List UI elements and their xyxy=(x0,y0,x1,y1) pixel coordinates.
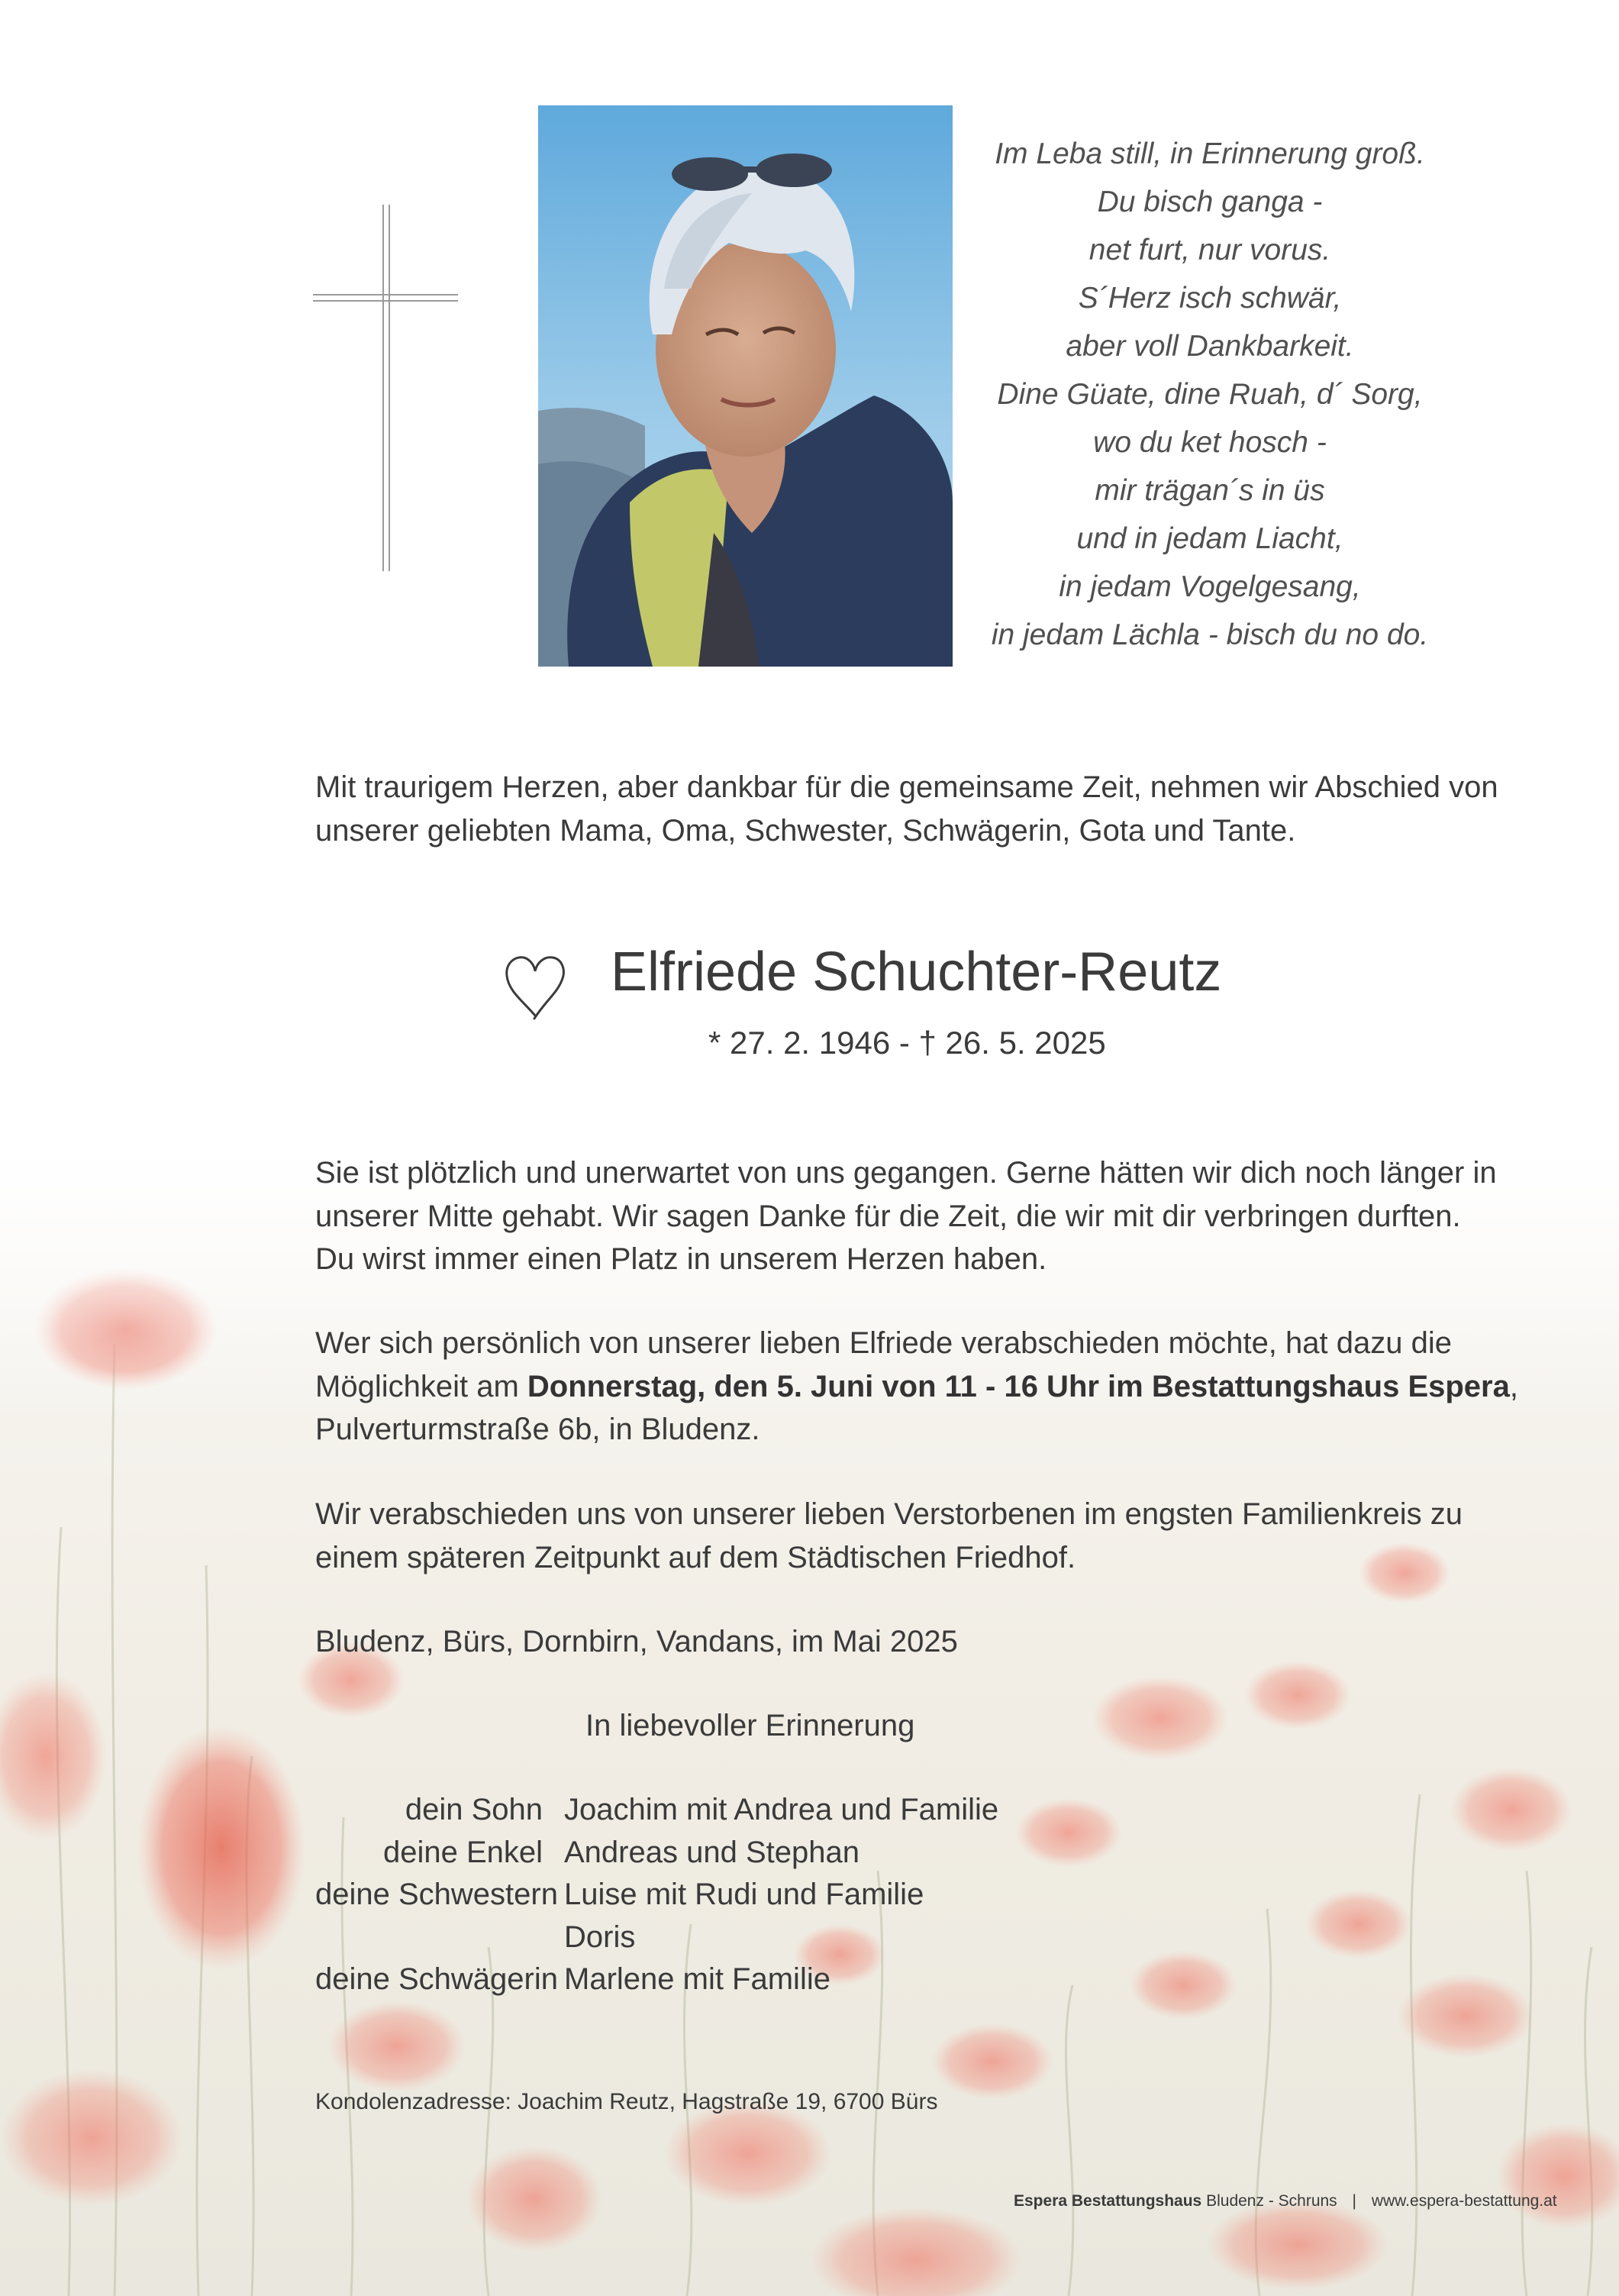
poem-line: Dine Güate, dine Ruah, d´ Sorg, xyxy=(997,378,1423,411)
poem xyxy=(969,130,1450,659)
intro-text xyxy=(315,766,1537,852)
poem-line: Im Leba still, in Erinnerung groß. xyxy=(995,137,1425,170)
poem-line: mir trägan´s in üs xyxy=(1095,474,1325,507)
footer-brand: Espera Bestattungshaus xyxy=(1014,2192,1202,2210)
poem-line: wo du ket hosch - xyxy=(1093,426,1327,459)
cross-icon xyxy=(313,205,458,571)
family-relation: deine Schwägerin xyxy=(315,1962,558,1997)
family-list xyxy=(315,1789,998,2001)
poem-line: in jedam Lächla - bisch du no do. xyxy=(991,618,1429,651)
footer xyxy=(1014,2190,1557,2213)
family-row xyxy=(315,1789,998,1832)
text-block-3 xyxy=(315,1493,1537,1579)
deceased-name: Elfriede Schuchter-Reutz xyxy=(611,941,1222,1003)
family-names: Andreas und Stephan xyxy=(564,1835,859,1869)
text-line: unserer Mitte gehabt. Wir sagen Danke für die Zeit, die wir mit dir verbringen durften. xyxy=(315,1199,1461,1233)
poem-line: S´Herz isch schwär, xyxy=(1078,282,1342,315)
poem-line: in jedam Vogelgesang, xyxy=(1059,570,1361,603)
poem-line: und in jedam Liacht, xyxy=(1076,522,1343,555)
family-relation: deine Schwestern xyxy=(315,1878,558,1912)
place-date-line: Bludenz, Bürs, Dornbirn, Vandans, im Mai 2025 xyxy=(315,1625,958,1658)
viewing-details: Donnerstag, den 5. Juni von 11 - 16 Uhr im Bestattungshaus Espera xyxy=(527,1369,1510,1403)
footer-website-link[interactable]: www.espera-bestattung.at xyxy=(1371,2192,1557,2210)
life-dates: * 27. 2. 1946 - † 26. 5. 2025 xyxy=(708,1025,1106,1061)
text-segment: , xyxy=(1509,1369,1518,1403)
family-row xyxy=(315,1832,998,1875)
poem-line: Du bisch ganga - xyxy=(1097,186,1323,218)
portrait-photo xyxy=(538,105,953,667)
text-line: Sie ist plötzlich und unerwartet von uns gegangen. Gerne hätten wir dich noch länger in xyxy=(315,1156,1497,1190)
family-names: Luise mit Rudi und Familie xyxy=(564,1878,924,1912)
family-names: Doris xyxy=(564,1920,636,1954)
place-date xyxy=(315,1620,1537,1664)
intro-line: unserer geliebten Mama, Oma, Schwester, Schwägerin, Gota und Tante. xyxy=(315,813,1296,848)
text-block-1 xyxy=(315,1151,1537,1281)
text-line: einem späteren Zeitpunkt auf dem Städtischen Friedhof. xyxy=(315,1540,1076,1574)
text-line: Wir verabschieden uns von unserer lieben Verstorbenen im engsten Familienkreis zu xyxy=(315,1497,1463,1531)
poem-line: aber voll Dankbarkeit. xyxy=(1066,330,1354,363)
text-line: Wer sich persönlich von unserer lieben Elfriede verabschieden möchte, hat dazu die xyxy=(315,1326,1452,1360)
family-row xyxy=(315,1874,998,1917)
family-row xyxy=(315,1959,998,2001)
family-names: Joachim mit Andrea und Familie xyxy=(564,1793,999,1827)
condolence-address: Kondolenzadresse: Joachim Reutz, Hagstraße 19, 6700 Bürs xyxy=(315,2089,938,2114)
text-block-2 xyxy=(315,1322,1537,1452)
text-line: Pulverturmstraße 6b, in Bludenz. xyxy=(315,1413,760,1446)
heart-icon xyxy=(504,954,566,1020)
intro-line: Mit traurigem Herzen, aber dankbar für die gemeinsame Zeit, nehmen wir Abschied von xyxy=(315,770,1498,804)
poem-line: net furt, nur vorus. xyxy=(1088,234,1331,266)
memory-heading: In liebevoller Erinnerung xyxy=(585,1709,915,1742)
footer-separator: | xyxy=(1352,2192,1356,2210)
family-relation: deine Enkel xyxy=(382,1835,543,1869)
family-names: Marlene mit Familie xyxy=(564,1962,830,1997)
footer-locations: Bludenz - Schruns xyxy=(1206,2192,1337,2210)
text-segment: Möglichkeit am xyxy=(315,1369,527,1403)
text-line xyxy=(315,1365,1537,1409)
text-line: Du wirst immer einen Platz in unserem Herzen haben. xyxy=(315,1242,1047,1276)
family-relation: dein Sohn xyxy=(405,1793,543,1827)
family-row xyxy=(315,1917,998,1959)
